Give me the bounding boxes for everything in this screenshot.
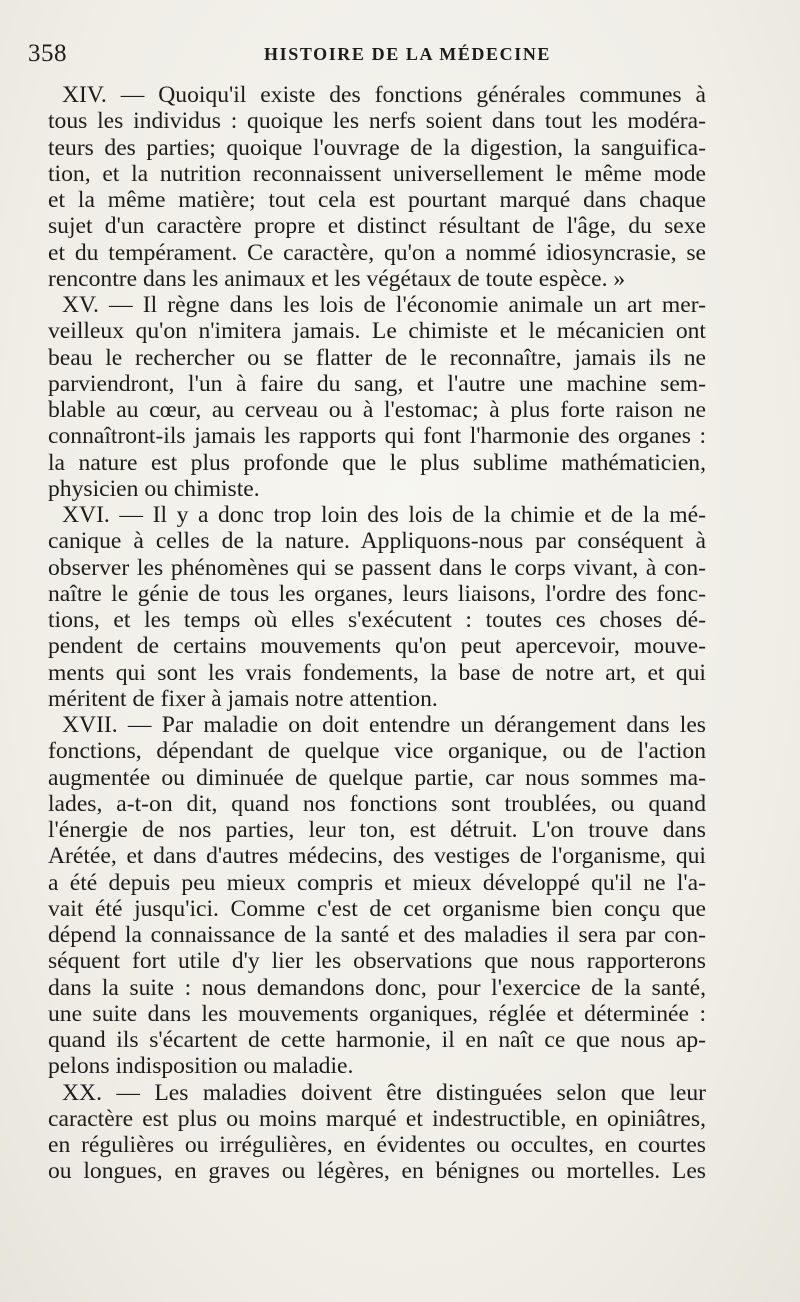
page-number: 358 bbox=[28, 40, 67, 67]
text-line: rencontre dans les animaux et les végétaux de toute espèce. » bbox=[48, 265, 626, 292]
text-line: veilleux qu'on n'imitera jamais. Le chimiste et le mécanicien ont bbox=[48, 318, 706, 345]
text-line: en régulières ou irrégulières, en évidentes ou occultes, en courtes bbox=[48, 1132, 706, 1158]
text-line: physicien ou chimiste. bbox=[48, 475, 260, 502]
text-line: canique à celles de la nature. Appliquons-nous par conséquent à bbox=[48, 528, 706, 555]
text-line: pelons indisposition ou maladie. bbox=[48, 1053, 354, 1080]
page-header bbox=[28, 40, 760, 74]
text-line: pendent de certains mouvements qu'on peut apercevoir, mouve- bbox=[48, 633, 706, 660]
text-line: séquent fort utile d'y lier les observations que nous rapporterons bbox=[48, 948, 706, 975]
text-line: XVI. — Il y a donc trop loin des lois de la chimie et de la mé- bbox=[62, 502, 706, 528]
text-line: XVII. — Par maladie on doit entendre un dérangement dans les bbox=[62, 712, 706, 738]
text-line: ou longues, en graves ou légères, en bénignes ou mortelles. Les bbox=[48, 1158, 706, 1185]
text-line: XX. — Les maladies doivent être distinguées selon que leur bbox=[62, 1079, 706, 1106]
text-line: beau le rechercher ou se flatter de le reconnaître, jamais ils ne bbox=[48, 344, 706, 371]
text-line: a été depuis peu mieux compris et mieux développé qu'il ne l'a- bbox=[48, 869, 706, 896]
text-line: augmentée ou diminuée de quelque partie, car nous sommes ma- bbox=[48, 764, 706, 791]
text-line: parviendront, l'un à faire du sang, et l'autre une machine sem- bbox=[48, 370, 706, 397]
text-line: ments qui sont les vrais fondements, la base de notre art, et qui bbox=[48, 659, 706, 686]
text-line: l'énergie de nos parties, leur ton, est détruit. L'on trouve dans bbox=[48, 817, 706, 843]
text-line: Arétée, et dans d'autres médecins, des vestiges de l'organisme, qui bbox=[48, 843, 706, 870]
text-line: et la même matière; tout cela est pourtant marqué dans chaque bbox=[48, 187, 706, 213]
text-line: connaîtront-ils jamais les rapports qui font l'harmonie des organes : bbox=[48, 423, 706, 450]
text-line: XV. — Il règne dans les lois de l'économie animale un art mer- bbox=[62, 292, 706, 318]
text-line: méritent de fixer à jamais notre attention. bbox=[48, 685, 438, 712]
text-line: fonctions, dépendant de quelque vice organique, ou de l'action bbox=[48, 738, 706, 765]
text-line: naître le génie de tous les organes, leurs liaisons, l'ordre des fonc- bbox=[48, 580, 706, 607]
text-line: dans la suite : nous demandons donc, pour l'exercice de la santé, bbox=[48, 974, 706, 1001]
text-line: et du tempérament. Ce caractère, qu'on a nommé idiosyncrasie, se bbox=[48, 239, 706, 266]
text-line: sujet d'un caractère propre et distinct résultant de l'âge, du sexe bbox=[48, 213, 706, 240]
text-line: XIV. — Quoiqu'il existe des fonctions générales communes à bbox=[62, 82, 706, 108]
text-line: une suite dans les mouvements organiques, réglée et déterminée : bbox=[48, 1000, 706, 1027]
text-line: tous les individus : quoique les nerfs soient dans tout les modéra- bbox=[48, 108, 706, 135]
text-line: tion, et la nutrition reconnaissent universellement le même mode bbox=[48, 160, 706, 187]
running-title: HISTOIRE DE LA MÉDECINE bbox=[264, 44, 552, 64]
text-line: blable au cœur, au cerveau ou à l'estomac; à plus forte raison ne bbox=[48, 397, 706, 423]
text-line: caractère est plus ou moins marqué et indestructible, en opiniâtres, bbox=[48, 1105, 706, 1132]
text-line: dépend la connaissance de la santé et des maladies il sera par con- bbox=[48, 922, 706, 948]
text-line: teurs des parties; quoique l'ouvrage de la digestion, la sanguifica- bbox=[48, 134, 706, 161]
text-line: vait été jusqu'ici. Comme c'est de cet organisme bien conçu que bbox=[48, 895, 706, 922]
text-line: observer les phénomènes qui se passent dans le corps vivant, à con- bbox=[48, 554, 706, 581]
text-line: tions, et les temps où elles s'exécutent : toutes ces choses dé- bbox=[48, 607, 706, 633]
text-line: la nature est plus profonde que le plus sublime mathématicien, bbox=[48, 449, 706, 476]
text-line: quand ils s'écartent de cette harmonie, il en naît ce que nous ap- bbox=[48, 1027, 706, 1053]
body-text bbox=[48, 82, 706, 1185]
text-line: lades, a-t-on dit, quand nos fonctions sont troublées, ou quand bbox=[48, 790, 706, 817]
